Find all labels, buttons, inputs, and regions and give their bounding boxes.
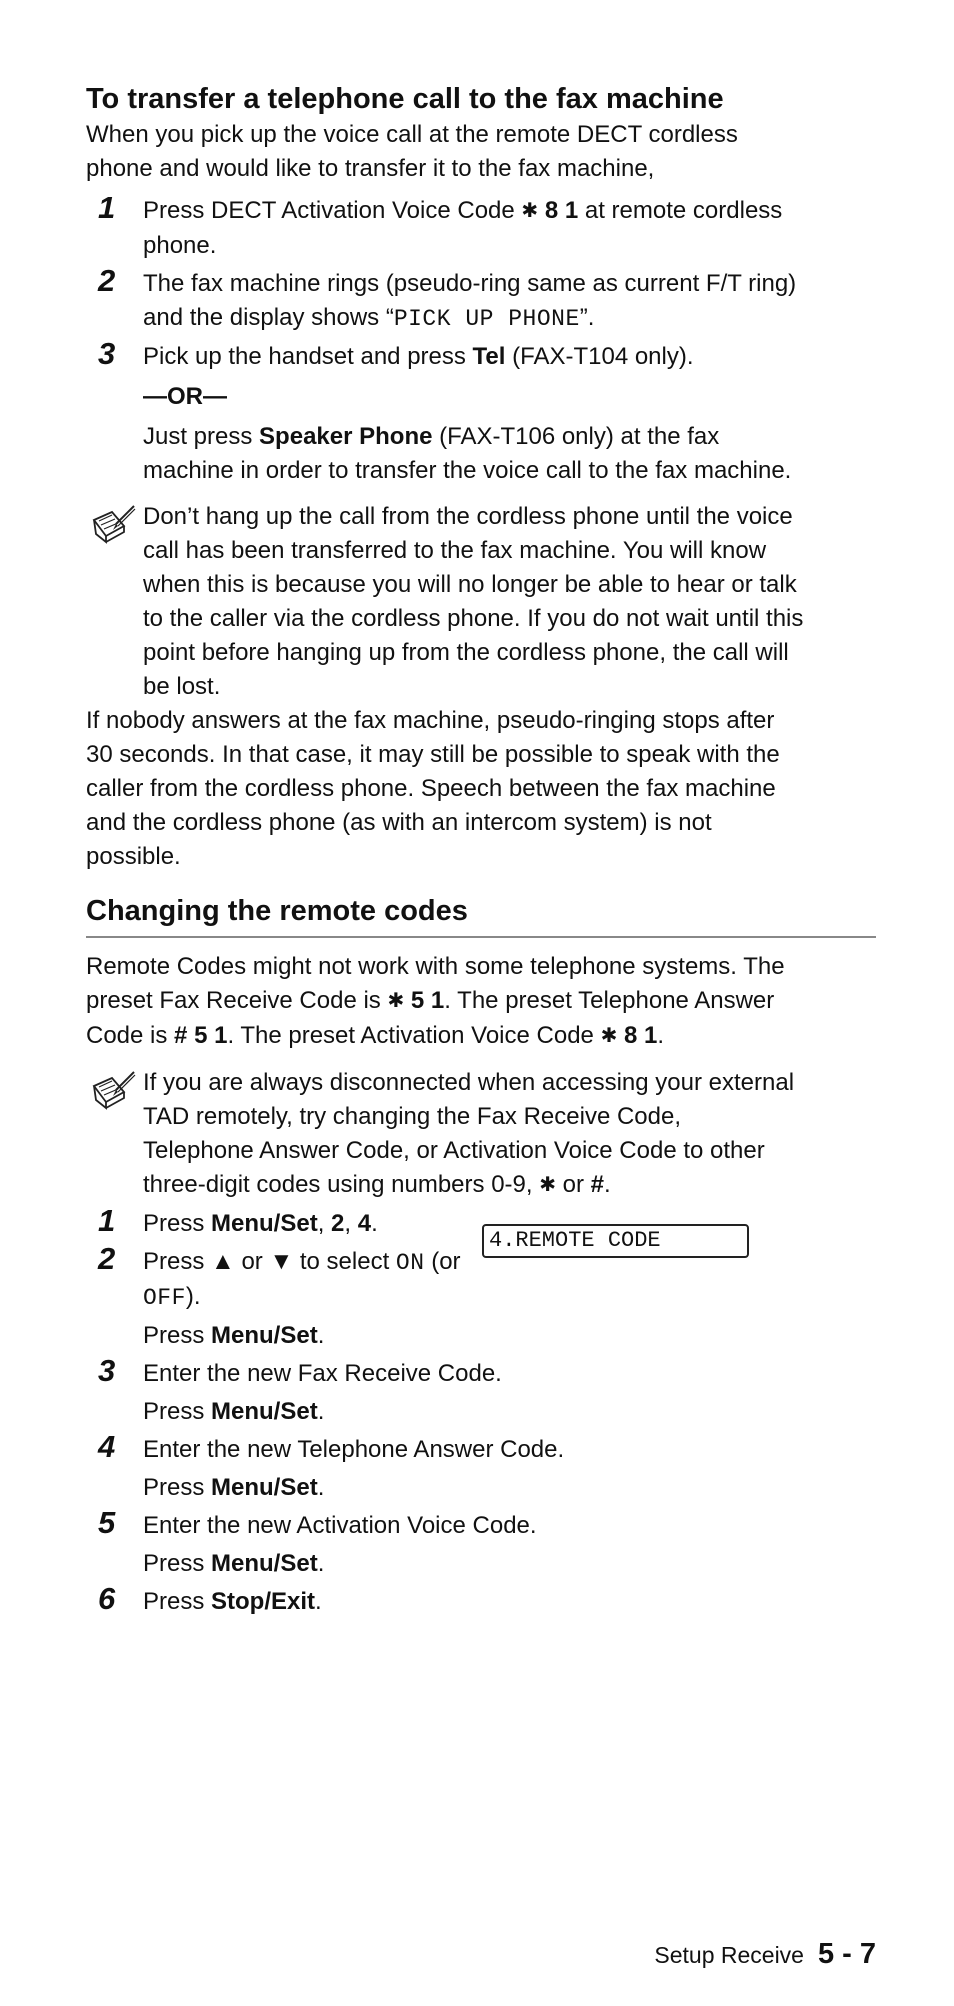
step-6 xyxy=(86,1581,876,1619)
body-text: . The preset Activation Voice Code xyxy=(227,1022,601,1049)
note-line: TAD remotely, try changing the Fax Receive Code, xyxy=(143,1103,682,1130)
key-name: Menu/Set xyxy=(211,1550,318,1577)
step-text: machine in order to transfer the voice call to the fax machine. xyxy=(143,457,792,484)
display-option: ON xyxy=(395,1250,425,1276)
step-3 xyxy=(86,336,876,374)
code-value: # 5 1 xyxy=(174,1022,228,1049)
step-text: Enter the new Telephone Answer Code. xyxy=(143,1436,565,1463)
step-text: and the display shows “ xyxy=(143,304,394,331)
body-text: . The preset Telephone Answer xyxy=(444,987,775,1014)
body-line: If nobody answers at the fax machine, pseudo-ringing stops after xyxy=(86,707,775,734)
note-pencil-icon xyxy=(90,1070,136,1114)
step-text: . xyxy=(371,1210,378,1237)
step-text: Enter the new Activation Voice Code. xyxy=(143,1512,537,1539)
step-text: Pick up the handset and press xyxy=(143,343,473,370)
step-number: 2 xyxy=(98,1241,116,1276)
step-text: . xyxy=(317,1398,325,1425)
code-value: 5 1 xyxy=(404,987,445,1014)
step-number: 4 xyxy=(98,1429,116,1464)
display-message: PICK UP PHONE xyxy=(393,306,580,332)
body-text: preset Fax Receive Code is xyxy=(86,987,388,1014)
note-block xyxy=(86,1066,876,1203)
key-name: Menu/Set xyxy=(211,1322,318,1349)
key-name: Menu/Set xyxy=(211,1398,318,1425)
intro-line: phone and would like to transfer it to the fax machine, xyxy=(86,155,655,182)
step-text: . xyxy=(317,1550,325,1577)
code-value: 8 1 xyxy=(617,1022,658,1049)
note-pencil-icon xyxy=(90,504,136,548)
star-key-icon: ✱ xyxy=(387,990,405,1012)
note-text: or xyxy=(555,1171,591,1198)
page-footer xyxy=(654,1936,876,1973)
step-number: 6 xyxy=(98,1581,116,1616)
page-content xyxy=(86,80,876,1619)
key-name: Menu/Set xyxy=(211,1474,318,1501)
body-line: 30 seconds. In that case, it may still be possible to speak with the xyxy=(86,741,780,768)
note-line xyxy=(143,1168,876,1203)
note-line: Telephone Answer Code, or Activation Voice Code to other xyxy=(143,1137,765,1164)
note-block xyxy=(86,500,876,704)
note-text: . xyxy=(604,1171,611,1198)
step-text: , xyxy=(344,1210,358,1237)
step-text: Enter the new Fax Receive Code. xyxy=(143,1360,502,1387)
or-text: —OR— xyxy=(143,383,227,410)
step-text: Press xyxy=(143,1588,212,1615)
body-line: possible. xyxy=(86,843,181,870)
step-text: at remote cordless xyxy=(578,197,783,224)
body-line: and the cordless phone (as with an intercom system) is not xyxy=(86,809,712,836)
step-2 xyxy=(86,263,876,301)
page-number: 5 - 7 xyxy=(817,1938,876,1970)
step-text: Press DECT Activation Voice Code xyxy=(143,197,522,224)
step-text: . xyxy=(317,1322,325,1349)
step-text: (FAX-T106 only) at the fax xyxy=(432,423,720,450)
note-line: call has been transferred to the fax machine. You will know xyxy=(143,537,767,564)
step-text xyxy=(86,420,876,454)
note-line: to the caller via the cordless phone. If you do not wait until this xyxy=(143,605,804,632)
step-text xyxy=(86,1280,876,1315)
step-text: Press xyxy=(143,1398,212,1425)
step-text: (or xyxy=(424,1248,461,1275)
hash-key: # xyxy=(590,1171,605,1198)
step-text: ”. xyxy=(579,304,595,331)
step-text: (FAX-T104 only). xyxy=(505,343,694,370)
code-value: 8 1 xyxy=(538,197,579,224)
section-heading-remote-codes: Changing the remote codes xyxy=(86,895,468,927)
body-line xyxy=(86,984,876,1019)
step-text: , xyxy=(317,1210,332,1237)
step-text: Press ▲ or ▼ to select xyxy=(143,1248,396,1275)
step-text: ). xyxy=(185,1283,201,1310)
body-text: . xyxy=(657,1022,665,1049)
section-heading-transfer: To transfer a telephone call to the fax machine xyxy=(86,83,724,115)
lcd-display: 4.REMOTE CODE xyxy=(482,1224,749,1258)
display-option: OFF xyxy=(143,1285,186,1311)
step-text: phone. xyxy=(143,232,217,259)
body-line: caller from the cordless phone. Speech between the fax machine xyxy=(86,775,776,802)
step-1 xyxy=(86,1203,876,1241)
step-5 xyxy=(86,1505,876,1543)
step-number: 3 xyxy=(98,1353,116,1388)
step-text: Press xyxy=(143,1474,212,1501)
note-text: three-digit codes using numbers 0-9, xyxy=(143,1171,540,1198)
step-number: 5 xyxy=(98,1505,116,1540)
body-line: Remote Codes might not work with some telephone systems. The xyxy=(86,953,785,980)
step-text xyxy=(86,1395,876,1429)
step-text: . xyxy=(315,1588,322,1615)
key-name: Speaker Phone xyxy=(259,423,433,450)
step-4 xyxy=(86,1429,876,1467)
intro-line: When you pick up the voice call at the remote DECT cordless xyxy=(86,121,738,148)
step-text xyxy=(86,301,876,336)
step-1 xyxy=(86,190,876,229)
step-number: 2 xyxy=(98,263,116,298)
step-2 xyxy=(86,1241,876,1280)
footer-chapter-label: Setup Receive xyxy=(654,1942,804,1968)
step-text: Press xyxy=(143,1322,212,1349)
note-line: point before hanging up from the cordless phone, the call will xyxy=(143,639,789,666)
note-line: when this is because you will no longer be able to hear or talk xyxy=(143,571,797,598)
note-line: Don’t hang up the call from the cordless phone until the voice xyxy=(143,503,793,530)
step-text: The fax machine rings (pseudo-ring same as current F/T ring) xyxy=(143,270,797,297)
step-number: 1 xyxy=(98,190,116,225)
star-key-icon: ✱ xyxy=(521,200,539,222)
or-separator xyxy=(86,380,876,414)
step-text: Just press xyxy=(143,423,260,450)
key-name: Stop/Exit xyxy=(211,1588,316,1615)
key-name: 2 xyxy=(331,1210,345,1237)
star-key-icon: ✱ xyxy=(539,1174,556,1196)
star-key-icon: ✱ xyxy=(600,1025,618,1047)
body-line xyxy=(86,1019,876,1054)
body-text: Code is xyxy=(86,1022,175,1049)
note-line: If you are always disconnected when accessing your external xyxy=(143,1069,795,1096)
key-name: Menu/Set xyxy=(211,1210,318,1237)
step-number: 1 xyxy=(98,1203,116,1238)
step-text xyxy=(86,1471,876,1505)
step-text xyxy=(86,1319,876,1353)
step-text: Press xyxy=(143,1550,212,1577)
key-name: 4 xyxy=(357,1210,372,1237)
step-text xyxy=(86,1547,876,1581)
step-text: . xyxy=(317,1474,325,1501)
step-3 xyxy=(86,1353,876,1391)
note-line: be lost. xyxy=(143,673,221,700)
step-number: 3 xyxy=(98,336,116,371)
key-name: Tel xyxy=(472,343,506,370)
step-text: Press xyxy=(143,1210,212,1237)
